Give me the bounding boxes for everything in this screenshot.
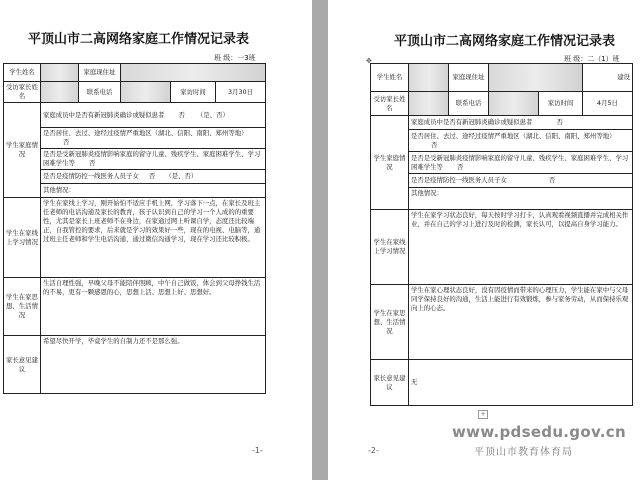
family-row-hint: （是、否） — [165, 172, 198, 180]
page-title: 平顶山市二高网络家庭工作情况记录表 — [28, 32, 250, 47]
family-row-answer: 否 — [89, 159, 96, 167]
address-extra-label: 建设 — [583, 64, 633, 92]
student-name-value-redacted — [41, 64, 79, 82]
life-at-home-text: 生活自理性强，早晚父母不能陪伴照顾，中午自己做饭，体会到父母挣钱生活的不易，更有一颗感恩的心，思想上活、思想上好、思想好。 — [41, 278, 266, 336]
family-situation-label: 学生家庭情况 — [4, 103, 41, 198]
phone-value-redacted — [121, 82, 171, 103]
family-row-answer: 否 — [431, 140, 438, 149]
student-name-label: 学生姓名 — [371, 64, 409, 92]
page-number: -1- — [252, 446, 263, 455]
record-table — [3, 63, 266, 394]
parent-advice-label: 家长意见建议 — [371, 360, 409, 406]
family-row — [409, 152, 633, 174]
family-row-text: 是否居住、去过、途经过疫情严重地区（湖北、信阳、南阳、郑州等地） — [43, 129, 248, 137]
family-row-answer: 否 — [63, 138, 70, 146]
table-move-handle-icon[interactable]: ✥ — [366, 57, 372, 65]
home-address-label: 家庭现住址 — [449, 64, 489, 92]
student-name-value-redacted — [409, 64, 449, 92]
family-row-hint: （是、否） — [196, 110, 229, 119]
document-page-2 — [328, 0, 640, 480]
home-address-label: 家庭现住址 — [79, 64, 121, 82]
family-row — [409, 174, 633, 188]
page-title: 平顶山市二高网络家庭工作情况记录表 — [394, 34, 616, 49]
family-row — [41, 149, 266, 170]
family-row-answer: 否 — [148, 172, 156, 180]
family-row-text: 是否是疫情防控一线医务人员子女 — [411, 176, 507, 184]
family-row-text: 其他情况： — [411, 189, 443, 197]
family-row — [409, 116, 633, 130]
family-row-text: 是否居住、去过、途经过疫情严重地区（湖北、信阳、南阳、郑州等地） — [411, 131, 616, 140]
family-row-text: 家庭成员中是否有新冠肺炎确诊或疑似患者 — [43, 110, 165, 119]
visit-time-label: 家访时间 — [539, 92, 583, 116]
family-row-text: 是否是疫情防控一线医务人员子女 — [43, 172, 139, 180]
parent-name-value-redacted — [41, 82, 79, 103]
family-row-text: 是否是受新冠肺炎疫情影响家庭的留守儿童、残疾学生、家庭困难学生、学习困难学生等 — [43, 150, 261, 167]
home-address-value-redacted — [121, 64, 266, 82]
visit-time-value: 4月5日 — [583, 92, 633, 116]
student-name-label: 学生姓名 — [4, 64, 41, 82]
family-row — [41, 184, 266, 198]
page-number: -2- — [368, 446, 379, 455]
family-row-text: 其他情况： — [43, 186, 75, 194]
life-at-home-label: 学生在家思想、生活情况 — [371, 285, 409, 360]
study-at-home-text: 学生在家线上学习，刚开始怕不适应手机上网，学习落下一点，在家长及班主任老师的电话沟通及家长的教育，孩子认识到自己的学习一个人成的的重要性，尤其是家长上班老师不在身边，在家通过网上听课自学，态度还比较端正，自我管控的要求，后来就是学习的效果好一些，现在的电视、电脑等，通过班主任老师和学生电话沟通，通过微信沟通学习，现在学习还比较积极。 — [41, 198, 266, 278]
parent-name-value-redacted — [409, 92, 449, 116]
parent-name-label: 受访家长姓名 — [371, 92, 409, 116]
life-at-home-label: 学生在家思想、生活情况 — [4, 278, 41, 336]
visit-time-value: 3月30日 — [216, 82, 266, 103]
page-gap — [312, 0, 328, 480]
home-address-value-redacted — [489, 64, 583, 92]
family-row-text: 是否是受新冠肺炎疫情影响家庭的留守儿童、残疾学生、家庭困难学生、学习困难学生等 — [411, 153, 629, 171]
family-row — [41, 103, 266, 128]
add-row-icon[interactable]: + — [478, 410, 488, 419]
family-row-answer: 否 — [457, 162, 464, 171]
family-row-answer: 否 — [556, 118, 563, 126]
family-row — [41, 128, 266, 149]
phone-value-redacted — [489, 92, 539, 116]
family-situation-label: 学生家庭情况 — [371, 116, 409, 210]
family-row-text: 家庭成员中是否有新冠肺炎确诊或疑似患者 — [411, 118, 533, 126]
visit-time-label: 家访时间 — [171, 82, 216, 103]
study-at-home-label: 学生在家线上学习情况 — [4, 198, 41, 278]
phone-label: 联系电话 — [79, 82, 121, 103]
parent-name-label: 受访家长姓名 — [4, 82, 41, 103]
study-at-home-label: 学生在家线上学习情况 — [371, 210, 409, 285]
phone-label: 联系电话 — [449, 92, 489, 116]
life-at-home-text: 学生在家心理状态良好，没有因疫情而带来的心理压力，学生能在家中与父母同学保持良好的沟通，生活上能进行有效锻炼，参与家务劳动，从而保持乐观向上的心态。 — [409, 285, 633, 360]
parent-advice-text: 希望尽快开学，毕竟学生的自制力还不是那么强。 — [41, 336, 266, 394]
document-page-1 — [0, 0, 312, 480]
study-at-home-text: 学生在家学习状态良好，每天按时学习打卡，认真观看视频直播并完成相关作业，并在自己的学习上进行及时的检测，家长认可，以提高自身学习能力。 — [409, 210, 633, 285]
family-row — [409, 130, 633, 152]
parent-advice-text: 无 — [409, 360, 633, 406]
watermark-org: 平顶山市教育体育局 — [474, 447, 573, 458]
watermark-url: www.pdsedu.gov.cn — [452, 423, 626, 441]
parent-advice-label: 家长意见建议 — [4, 336, 41, 394]
class-label: 班 级：二（1）班 — [564, 55, 620, 63]
family-row — [41, 170, 266, 184]
family-row-answer: 否 — [548, 176, 556, 184]
record-table — [370, 63, 633, 406]
class-label: 班 级：一3班 — [214, 54, 256, 62]
family-row — [409, 188, 633, 210]
family-row-answer: 否 — [178, 110, 185, 119]
